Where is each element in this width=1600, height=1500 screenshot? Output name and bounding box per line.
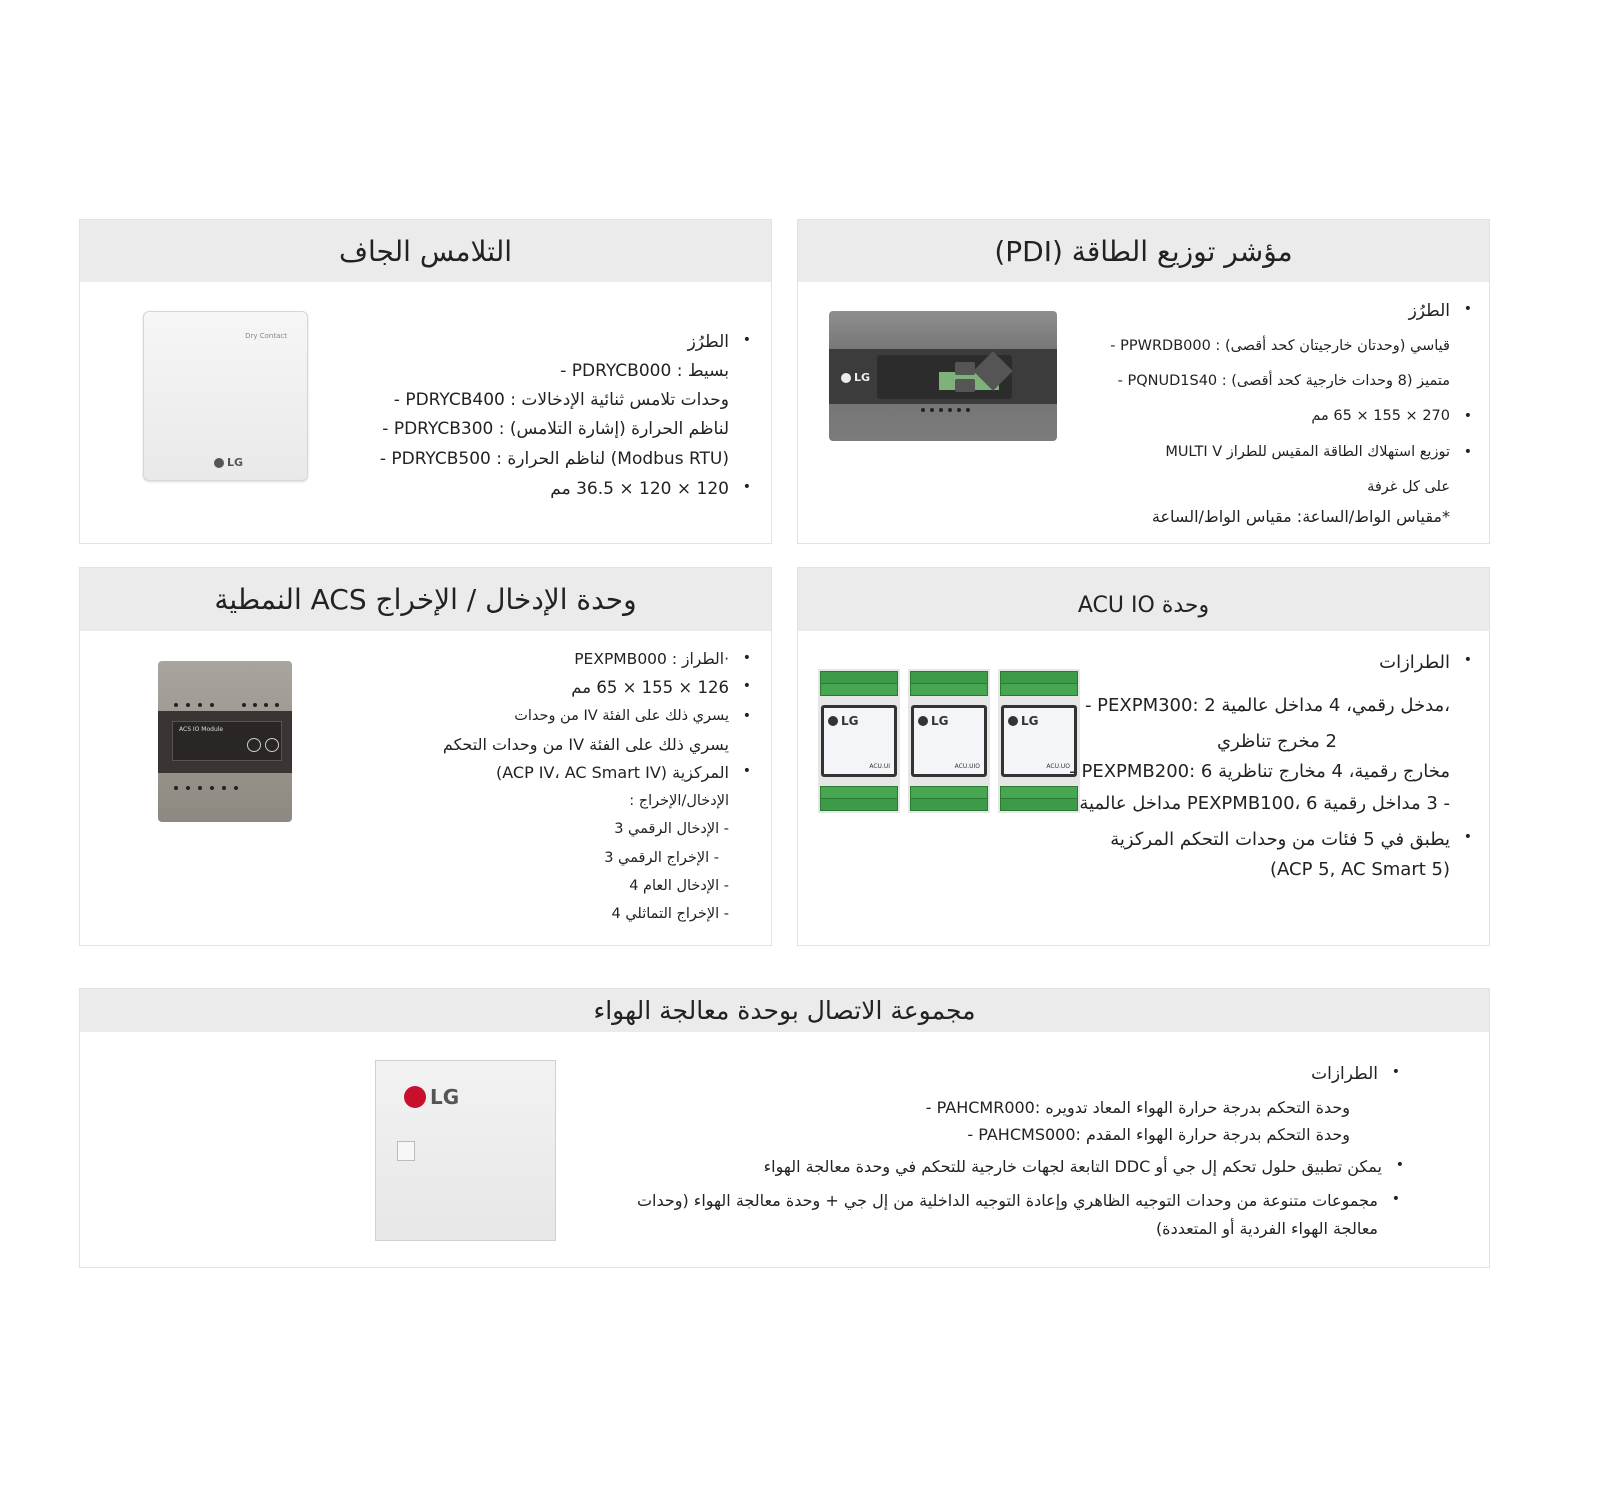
acu-io-product-image <box>818 669 1080 813</box>
pdi-product-image <box>829 311 1057 441</box>
ahu-line: • مجموعات متنوعة من وحدات التوجيه الظاهري وإعادة التوجيه الداخلية من إل جي + وحدة معالجة الهواء (وحدات <box>637 1191 1378 1210</box>
acs-io-line: - الإخراج الرقمي 3 <box>604 850 719 866</box>
acu-io-card <box>797 567 1490 946</box>
acu-io-line: • يطبق في 5 فئات من وحدات التحكم المركزية <box>1110 829 1450 850</box>
dry-contact-line: - PDRYCB300 : لناظم الحرارة (إشارة التلامس) <box>382 419 729 439</box>
lg-logo: LG <box>214 456 243 469</box>
acu-io-line: - PEXPM300: 2 مدخل رقمي، 4 مداخل عالمية، <box>1084 695 1450 716</box>
acs-io-line: • يسري ذلك على الفئة IV من وحدات <box>514 708 729 724</box>
acs-io-line: • 126 × 155 × 65 مم <box>571 678 729 697</box>
dry-contact-line: • الطرُز <box>688 332 729 352</box>
ahu-line: - PAHCMS000: وحدة التحكم بدرجة حرارة الهواء المقدم <box>967 1125 1350 1144</box>
acu-module: LG ACU.UO <box>998 669 1080 813</box>
pdi-card <box>797 219 1490 544</box>
ahu-title: مجموعة الاتصال بوحدة معالجة الهواء <box>80 989 1489 1032</box>
dry-contact-product-image: Dry Contact LG <box>143 311 308 481</box>
acs-io-line: الإدخال/الإخراج : <box>629 793 729 809</box>
dry-contact-line: - PDRYCB400 : وحدات تلامس ثنائية الإدخالات <box>393 390 729 410</box>
dry-contact-line: • 120 × 120 × 36.5 مم <box>550 479 729 499</box>
ahu-line: - PAHCMR000: وحدة التحكم بدرجة حرارة الهواء المعاد تدويره <box>925 1098 1350 1117</box>
lock-icon <box>397 1141 415 1161</box>
ahu-line: معالجة الهواء الفردية أو المتعددة) <box>1155 1219 1378 1238</box>
ahu-line: • الطرازات <box>1311 1064 1378 1084</box>
lg-logo: LG <box>841 371 870 384</box>
dry-contact-line: - PDRYCB500 : لناظم الحرارة (Modbus RTU) <box>379 449 729 469</box>
acs-io-title: وحدة الإدخال / الإخراج ACS النمطية <box>80 568 771 631</box>
pdi-title: مؤشر توزيع الطاقة (PDI) <box>798 220 1489 282</box>
pdi-line: - PQNUD1S40 : متميز (8 وحدات خارجية كحد أقصى) <box>1117 373 1450 389</box>
ahu-card <box>79 988 1490 1268</box>
acs-io-line: - الإخراج التماثلي 4 <box>611 906 729 922</box>
pdi-line: • توزيع استهلاك الطاقة المقيس للطراز MULTI V <box>1165 444 1450 460</box>
pdi-line: على كل غرفة <box>1367 479 1450 495</box>
acu-module: LG ACU.UIO <box>908 669 990 813</box>
acs-io-card <box>79 567 772 946</box>
acu-io-line: - 3 مداخل رقمية PEXPMB100، 6 مداخل عالمية <box>1079 793 1450 814</box>
ahu-line: • يمكن تطبيق حلول تحكم إل جي أو DDC التابعة لجهات خارجية للتحكم في وحدة معالجة الهواء <box>764 1157 1382 1176</box>
acu-io-title: وحدة ACU IO <box>798 568 1489 631</box>
acs-io-line: يسري ذلك على الفئة IV من وحدات التحكم <box>442 735 729 754</box>
acu-io-line: - PEXPMB200: 6 مخارج رقمية، 4 مخارج تناظرية <box>1069 761 1450 782</box>
acu-io-line: 2 مخرج تناظري <box>1217 731 1337 752</box>
acs-io-line: - الإدخال العام 4 <box>629 878 729 894</box>
pdi-line: *مقياس الواط/الساعة: مقياس الواط/الساعة <box>1151 507 1450 526</box>
dry-contact-title: التلامس الجاف <box>80 220 771 282</box>
pdi-line: • 270 × 155 × 65 مم <box>1311 408 1450 424</box>
dry-contact-line: - PDRYCB000 : بسيط <box>560 361 729 381</box>
lg-logo: LG <box>404 1085 459 1109</box>
ahu-product-image <box>375 1060 556 1241</box>
acu-module: LG ACU.UI <box>818 669 900 813</box>
pdi-line: - PPWRDB000 : قياسي (وحدتان خارجيتان كحد أقصى) <box>1110 338 1450 354</box>
acu-io-line: • الطرازات <box>1379 652 1450 673</box>
acs-io-line: • ·الطراز : PEXPMB000 <box>574 650 729 668</box>
acs-io-line: • المركزية (ACP IV، AC Smart IV) <box>496 763 729 782</box>
acs-io-line: - الإدخال الرقمي 3 <box>614 821 729 837</box>
dry-contact-card <box>79 219 772 544</box>
acs-io-product-image: ACS IO Module <box>158 661 292 822</box>
pdi-line: • الطرُز <box>1409 301 1450 321</box>
acu-io-line: (ACP 5, AC Smart 5) <box>1270 859 1450 880</box>
